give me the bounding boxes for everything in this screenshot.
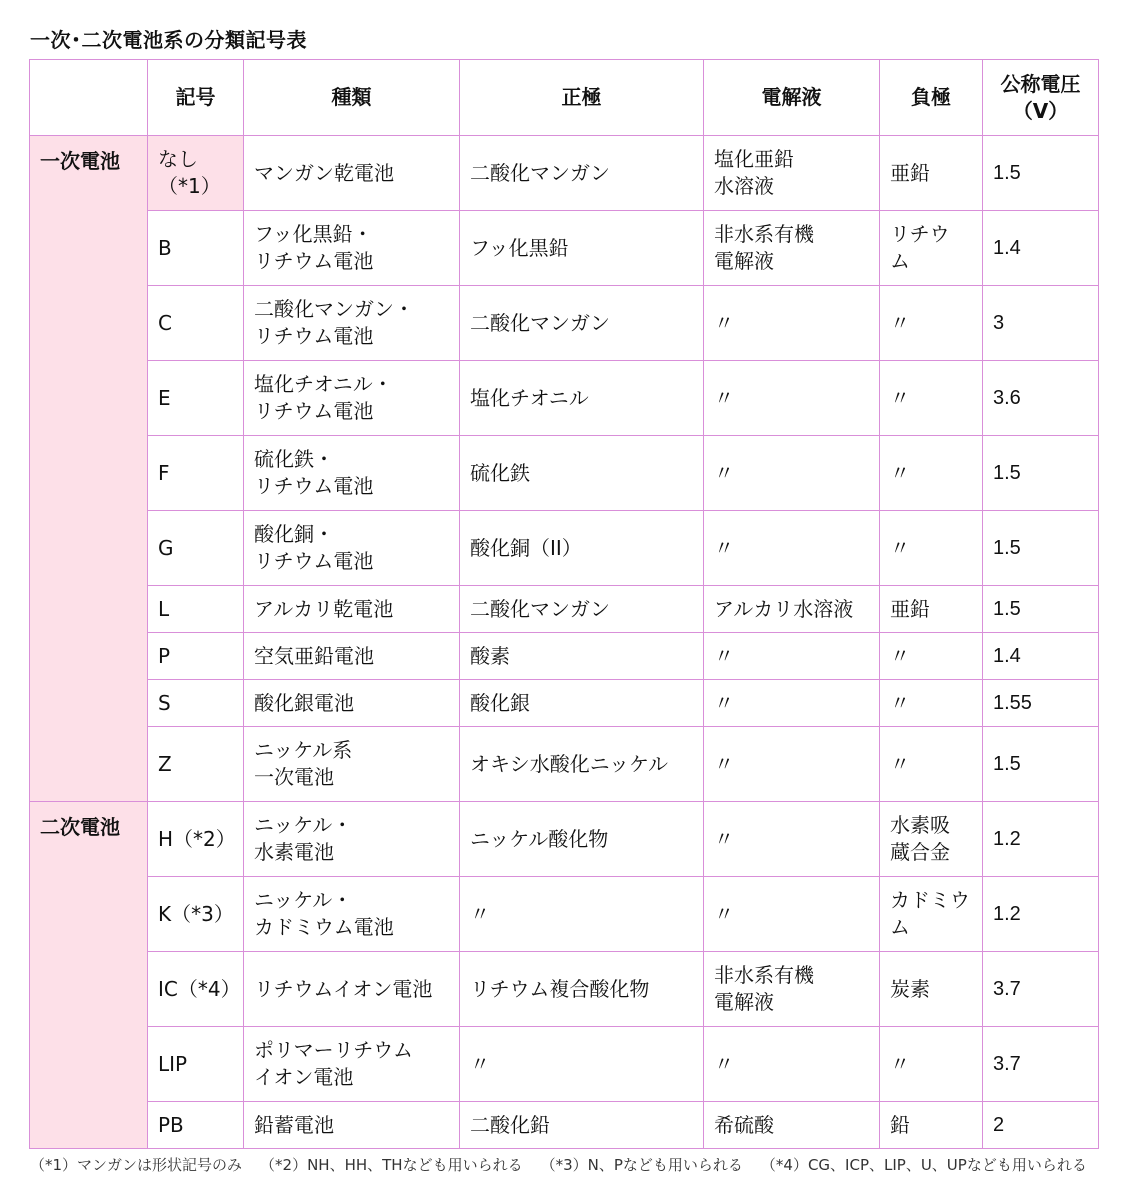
voltage-cell: 1.5 bbox=[983, 727, 1099, 802]
electrolyte-cell: 〃 bbox=[704, 727, 880, 802]
table-row bbox=[30, 877, 1099, 952]
header-corner-cell bbox=[30, 60, 148, 136]
electrolyte-cell: 希硫酸 bbox=[704, 1102, 880, 1149]
symbol-cell: L bbox=[148, 586, 244, 633]
type-cell: アルカリ乾電池 bbox=[244, 586, 460, 633]
voltage-cell: 2 bbox=[983, 1102, 1099, 1149]
symbol-cell: G bbox=[148, 511, 244, 586]
header-electrolyte: 電解液 bbox=[704, 60, 880, 136]
table-row bbox=[30, 802, 1099, 877]
type-cell: ニッケル・ 水素電池 bbox=[244, 802, 460, 877]
negative-cell: 水素吸 蔵合金 bbox=[880, 802, 983, 877]
table-row bbox=[30, 633, 1099, 680]
positive-cell: 二酸化鉛 bbox=[460, 1102, 704, 1149]
voltage-cell: 3.7 bbox=[983, 1027, 1099, 1102]
type-cell: 空気亜鉛電池 bbox=[244, 633, 460, 680]
negative-cell: 〃 bbox=[880, 727, 983, 802]
negative-cell: リチウ ム bbox=[880, 211, 983, 286]
voltage-cell: 1.5 bbox=[983, 436, 1099, 511]
positive-cell: リチウム複合酸化物 bbox=[460, 952, 704, 1027]
symbol-cell: F bbox=[148, 436, 244, 511]
table-row bbox=[30, 511, 1099, 586]
header-row bbox=[30, 60, 1099, 136]
electrolyte-cell: 〃 bbox=[704, 680, 880, 727]
electrolyte-cell: 非水系有機 電解液 bbox=[704, 211, 880, 286]
symbol-cell: B bbox=[148, 211, 244, 286]
table-row bbox=[30, 436, 1099, 511]
positive-cell: 〃 bbox=[460, 877, 704, 952]
header-positive: 正極 bbox=[460, 60, 704, 136]
header-type: 種類 bbox=[244, 60, 460, 136]
electrolyte-cell: 〃 bbox=[704, 361, 880, 436]
table-row bbox=[30, 586, 1099, 633]
positive-cell: 〃 bbox=[460, 1027, 704, 1102]
negative-cell: カドミウ ム bbox=[880, 877, 983, 952]
symbol-cell: S bbox=[148, 680, 244, 727]
symbol-cell: E bbox=[148, 361, 244, 436]
positive-cell: 酸素 bbox=[460, 633, 704, 680]
positive-cell: フッ化黒鉛 bbox=[460, 211, 704, 286]
type-cell: ニッケル・ カドミウム電池 bbox=[244, 877, 460, 952]
positive-cell: 酸化銀 bbox=[460, 680, 704, 727]
electrolyte-cell: 〃 bbox=[704, 511, 880, 586]
table-row bbox=[30, 361, 1099, 436]
table-row bbox=[30, 727, 1099, 802]
positive-cell: 二酸化マンガン bbox=[460, 586, 704, 633]
electrolyte-cell: 〃 bbox=[704, 436, 880, 511]
battery-classification-table bbox=[29, 59, 1099, 1149]
voltage-cell: 1.5 bbox=[983, 136, 1099, 211]
footnotes bbox=[30, 1156, 1110, 1174]
voltage-cell: 3.6 bbox=[983, 361, 1099, 436]
type-cell: 塩化チオニル・ リチウム電池 bbox=[244, 361, 460, 436]
electrolyte-cell: 〃 bbox=[704, 802, 880, 877]
group-label: 一次電池 bbox=[30, 136, 148, 802]
table-row bbox=[30, 286, 1099, 361]
negative-cell: 鉛 bbox=[880, 1102, 983, 1149]
page-title: 一次･二次電池系の分類記号表 bbox=[30, 28, 307, 52]
negative-cell: 〃 bbox=[880, 633, 983, 680]
positive-cell: 硫化鉄 bbox=[460, 436, 704, 511]
negative-cell: 炭素 bbox=[880, 952, 983, 1027]
table-row bbox=[30, 1027, 1099, 1102]
positive-cell: 二酸化マンガン bbox=[460, 136, 704, 211]
positive-cell: オキシ水酸化ニッケル bbox=[460, 727, 704, 802]
type-cell: ニッケル系 一次電池 bbox=[244, 727, 460, 802]
table-row bbox=[30, 211, 1099, 286]
electrolyte-cell: 〃 bbox=[704, 877, 880, 952]
footnote-3: （*3）N、Pなども用いられる bbox=[540, 1156, 743, 1174]
electrolyte-cell: 〃 bbox=[704, 1027, 880, 1102]
type-cell: 硫化鉄・ リチウム電池 bbox=[244, 436, 460, 511]
electrolyte-cell: 非水系有機 電解液 bbox=[704, 952, 880, 1027]
header-symbol: 記号 bbox=[148, 60, 244, 136]
negative-cell: 〃 bbox=[880, 436, 983, 511]
symbol-cell: PB bbox=[148, 1102, 244, 1149]
voltage-cell: 1.4 bbox=[983, 633, 1099, 680]
symbol-cell: Z bbox=[148, 727, 244, 802]
negative-cell: 〃 bbox=[880, 286, 983, 361]
electrolyte-cell: アルカリ水溶液 bbox=[704, 586, 880, 633]
header-voltage: 公称電圧 （V） bbox=[983, 60, 1099, 136]
negative-cell: 〃 bbox=[880, 511, 983, 586]
voltage-cell: 1.4 bbox=[983, 211, 1099, 286]
symbol-cell: LIP bbox=[148, 1027, 244, 1102]
table-row bbox=[30, 1102, 1099, 1149]
negative-cell: 〃 bbox=[880, 1027, 983, 1102]
voltage-cell: 1.5 bbox=[983, 586, 1099, 633]
symbol-cell: なし （*1） bbox=[148, 136, 244, 211]
footnote-2: （*2）NH、HH、THなども用いられる bbox=[260, 1156, 523, 1174]
type-cell: 酸化銅・ リチウム電池 bbox=[244, 511, 460, 586]
type-cell: フッ化黒鉛・ リチウム電池 bbox=[244, 211, 460, 286]
electrolyte-cell: 塩化亜鉛 水溶液 bbox=[704, 136, 880, 211]
voltage-cell: 1.5 bbox=[983, 511, 1099, 586]
voltage-cell: 1.2 bbox=[983, 877, 1099, 952]
type-cell: ポリマーリチウム イオン電池 bbox=[244, 1027, 460, 1102]
symbol-cell: H（*2） bbox=[148, 802, 244, 877]
symbol-cell: K（*3） bbox=[148, 877, 244, 952]
type-cell: マンガン乾電池 bbox=[244, 136, 460, 211]
negative-cell: 亜鉛 bbox=[880, 586, 983, 633]
type-cell: 鉛蓄電池 bbox=[244, 1102, 460, 1149]
footnote-1: （*1）マンガンは形状記号のみ bbox=[30, 1156, 243, 1174]
symbol-cell: C bbox=[148, 286, 244, 361]
table-row bbox=[30, 136, 1099, 211]
electrolyte-cell: 〃 bbox=[704, 633, 880, 680]
voltage-cell: 3.7 bbox=[983, 952, 1099, 1027]
table-row bbox=[30, 680, 1099, 727]
positive-cell: ニッケル酸化物 bbox=[460, 802, 704, 877]
table-row bbox=[30, 952, 1099, 1027]
symbol-cell: P bbox=[148, 633, 244, 680]
positive-cell: 酸化銅（II） bbox=[460, 511, 704, 586]
positive-cell: 塩化チオニル bbox=[460, 361, 704, 436]
footnote-4: （*4）CG、ICP、LIP、U、UPなども用いられる bbox=[760, 1156, 1087, 1174]
group-label: 二次電池 bbox=[30, 802, 148, 1149]
positive-cell: 二酸化マンガン bbox=[460, 286, 704, 361]
voltage-cell: 1.55 bbox=[983, 680, 1099, 727]
voltage-cell: 1.2 bbox=[983, 802, 1099, 877]
type-cell: リチウムイオン電池 bbox=[244, 952, 460, 1027]
negative-cell: 亜鉛 bbox=[880, 136, 983, 211]
symbol-cell: IC（*4） bbox=[148, 952, 244, 1027]
type-cell: 酸化銀電池 bbox=[244, 680, 460, 727]
voltage-cell: 3 bbox=[983, 286, 1099, 361]
electrolyte-cell: 〃 bbox=[704, 286, 880, 361]
type-cell: 二酸化マンガン・ リチウム電池 bbox=[244, 286, 460, 361]
header-negative: 負極 bbox=[880, 60, 983, 136]
negative-cell: 〃 bbox=[880, 361, 983, 436]
negative-cell: 〃 bbox=[880, 680, 983, 727]
